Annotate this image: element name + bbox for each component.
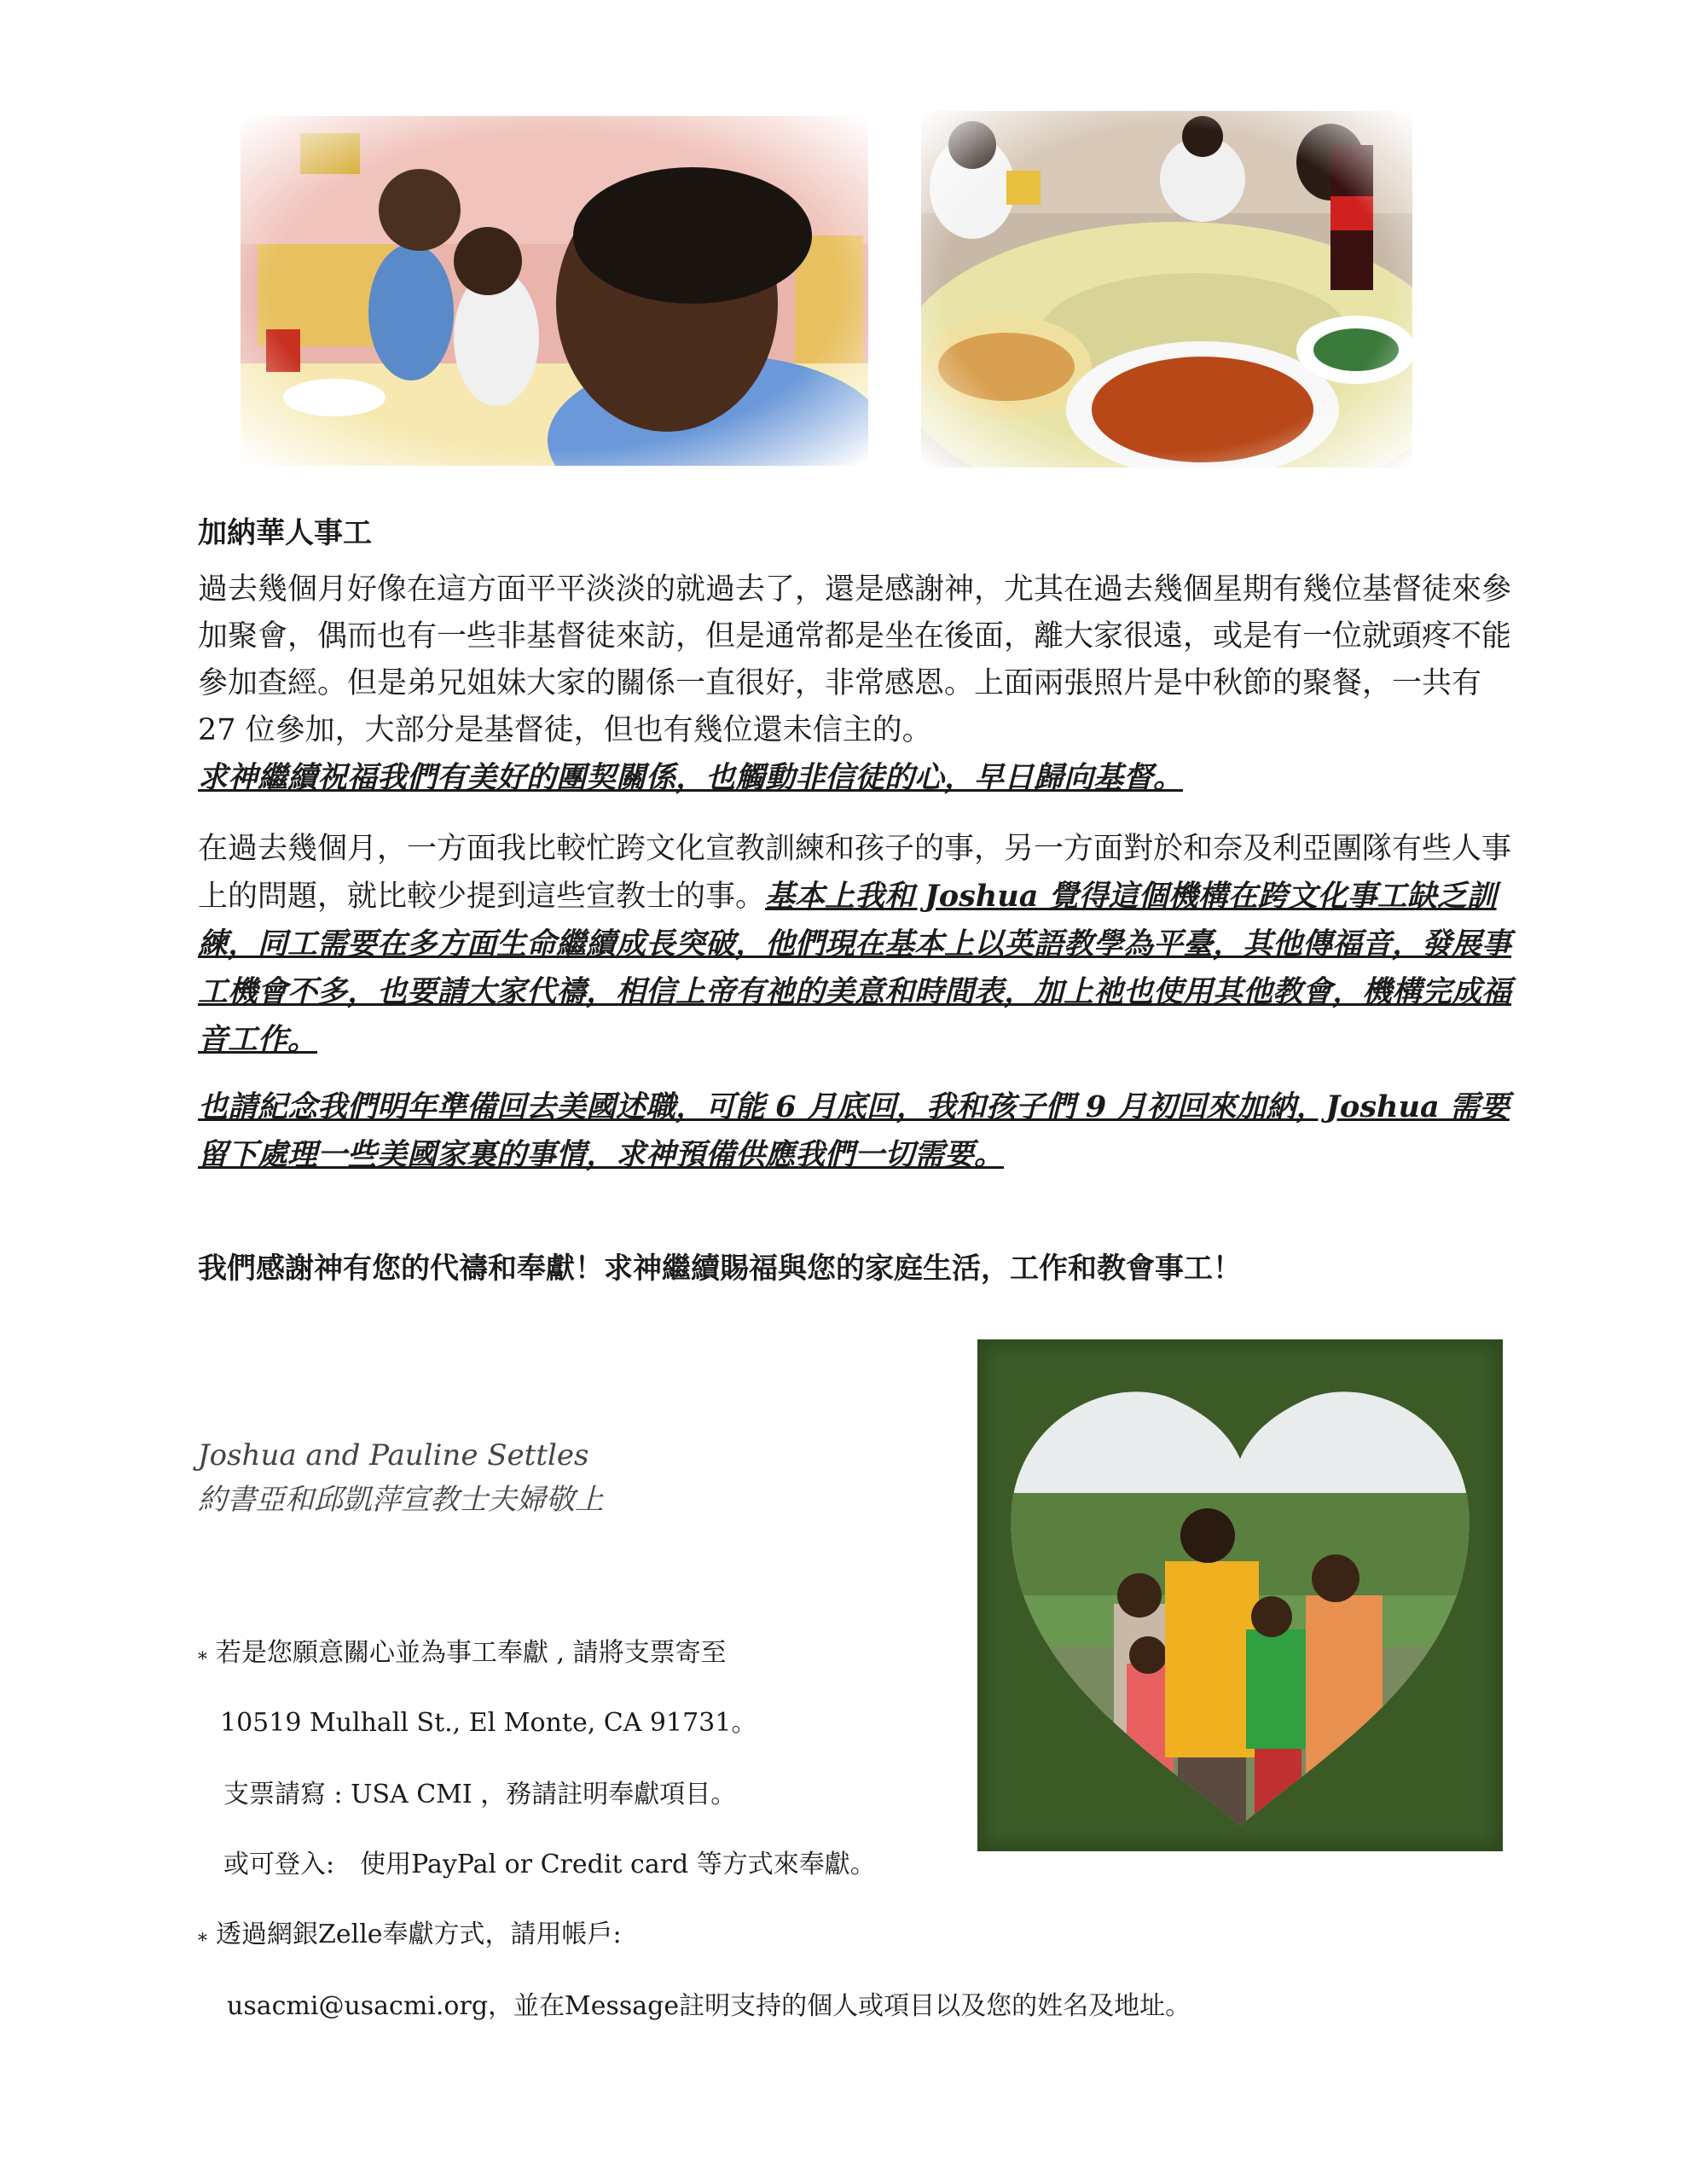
giving-cheque-note: [198, 1635, 727, 1673]
signature-chinese: 約書亞和邱凱萍宣教士夫婦敬上: [198, 1483, 604, 1517]
cheque-payee: 支票請寫 : USA CMI ，務請註明奉獻項目。: [223, 1780, 737, 1809]
photo-kids-dinner: [241, 116, 868, 466]
prayer-request-fellowship: 求神繼續祝福我們有美好的團契關係，也觸動非信徒的心，早日歸向基督。: [198, 760, 1184, 795]
paragraph-furlough: [198, 1083, 1528, 1179]
section-title: 加納華人事工: [198, 516, 372, 550]
thanks-line: 我們感謝神有您的代禱和奉獻！求神繼續賜福與您的家庭生活，工作和教會事工！: [198, 1252, 1242, 1286]
zelle-account: usacmi@usacmi.org，並在Message註明支持的個人或項目以及您的姓名及地址。: [227, 1991, 1191, 2021]
photo-family-heart: [977, 1339, 1503, 1851]
prayer-request-furlough: 也請紀念我們明年準備回去美國述職，可能 6 月底回，我和孩子們 9 月初回來加納，Joshua 需要留下處理一些美國家裏的事情，求神預備供應我們一切需要。: [198, 1089, 1510, 1172]
paragraph-missionaries-text: 在過去幾個月，一方面我比較忙跨文化宣教訓練和孩子的事，另一方面對於和奈及利亞團隊有些人事上的問題，就比較少提到這些宣教士的事。: [198, 832, 1512, 914]
paragraph-missionaries: [198, 826, 1528, 1064]
reference-mark-icon: ⁎: [198, 1925, 207, 1946]
mailing-address: 10519 Mulhall St., El Monte, CA 91731。: [220, 1708, 757, 1738]
signature-english: Joshua and Pauline Settles: [198, 1438, 589, 1472]
giving-cheque-text: 若是您願意關心並為事工奉獻 , 請將支票寄至: [216, 1638, 727, 1668]
signature: [198, 1433, 604, 1522]
prayer-request-organization: 基本上我和 Joshua 覺得這個機構在跨文化事工缺乏訓練，同工需要在多方面生命繼續成長突破，他們現在基本上以英語教學為平臺，其他傳福音，發展事工機會不多，也要請大家代禱，相信上帝有祂的美意和時間表，加上祂也使用其他教會，機構完成福音工作。: [198, 879, 1512, 1057]
photo-dinner-table: [921, 111, 1412, 468]
paragraph-fellowship-text: 過去幾個月好像在這方面平平淡淡的就過去了，還是感謝神，尤其在過去幾個星期有幾位基督徒來參加聚會，偶而也有一些非基督徒來訪，但是通常都是坐在後面，離大家很遠，或是有一位就頭疼不能參加查經。但是弟兄姐妹大家的關係一直很好，非常感恩。上面兩張照片是中秋節的聚餐，一共有 27 位參加，大部分是基督徒，但也有幾位還未信主的。: [198, 572, 1512, 747]
zelle-note-text: 透過網銀Zelle奉獻方式，請用帳戶:: [216, 1920, 622, 1949]
online-giving-note: 或可登入: 使用PayPal or Credit card 等方式來奉獻。: [223, 1850, 876, 1879]
paragraph-fellowship: [198, 566, 1528, 802]
zelle-note: [198, 1916, 622, 1955]
reference-mark-icon: ⁎: [198, 1643, 207, 1664]
